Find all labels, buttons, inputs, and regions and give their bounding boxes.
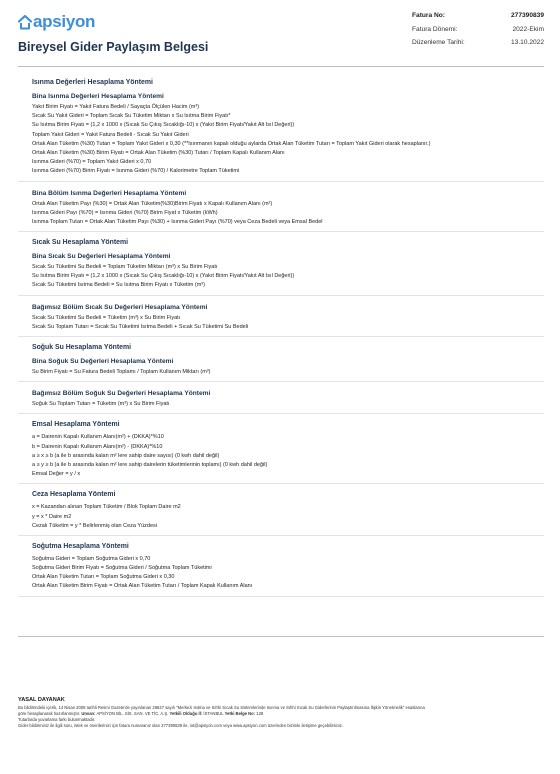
method-subsection [32,553,544,592]
office-label: Yetkili Olduğu İl: [169,711,203,716]
method-section [18,232,544,296]
method-subsection [32,186,544,228]
formula-line: Sıcak Su Tüketimi Isıtma Bedeli = Su Isıtma Birim Fiyatı x Tüketim (m³) [32,282,205,289]
rounding-note: Tutarlarda yuvarlama farkı bulunmaktadır. [18,717,96,722]
unvan-label: Unvan: [81,711,96,716]
method-subsection [32,249,544,291]
legal-title: YASAL DAYANAK [18,697,65,703]
formula-line: Ortak Alan Tüketim (%30) Birim Fiyatı = Ortak Alan Tüketim (%30) Tutarı / Toplam Kapalı Kullanım Alanı [32,149,285,156]
meta-invoice-period [412,26,544,40]
formula-line: Su Birim Fiyatı = Su Fatura Bedeli Toplamı / Toplam Kullanım Miktarı (m³) [32,369,211,375]
method-section [18,382,544,414]
subsection-title: Bina Sıcak Su Değerleri Hesaplama Yöntemi [32,253,171,261]
method-subsection [32,386,544,409]
subsection-title: Bina Soğuk Su Değerleri Hesaplama Yöntemi [32,358,174,365]
method-section [18,182,544,233]
formula-line: Soğutma Gideri Birim Fiyatı = Soğutma Gideri / Soğutma Toplam Tüketimi [32,565,212,572]
formula-line: Ortak Alan Tüketim Tutarı = Toplam Soğutma Gideri x 0,30 [32,574,175,581]
formula-line: Ortak Alan Tüketim Payı (%30) = Ortak Alan Tüketim(%30)Birim Fiyatı x Kapalı Kullanım Alanı (m²) [32,200,273,207]
formula-line: Toplam Yakıt Gideri = Yakıt Fatura Bedeli - Sıcak Su Yakıt Gideri [32,131,189,138]
formula-line: Emsal Değer = y / x [32,471,81,478]
formula-line: a = Dairenin Kapalı Kullanım Alanı(m²) + (DKKA)*%10 [32,434,164,441]
method-section [18,484,544,536]
formula-line: Cezalı Tüketim = y * Belirlenmiş olan Ceza Yüzdesi [32,522,157,529]
section-title: Emsal Hesaplama Yöntemi [32,421,120,429]
formula-line: Isınma Gideri (%70) Birim Fiyatı = Isınma Gideri (%70) / Kalorimetre Toplam Tüketimi [32,168,240,175]
meta-label: Fatura Dönemi: [412,25,458,33]
unvan-value: APSİYON BİL. SİS. SAN. VE TİC. A.Ş. [95,711,170,716]
legal-text: Bu bildirimdeki içerik, 14 Nisan 2008 tarihli Resmi Gazete'de yayınlanan 26847 sayılı "Merkezi Isıtma ve Sıhhi Sıcak Su Sistemlerinde Isınma ve Sıhhi Sıcak Su Giderlerinin Paylaştırılmasına İlişkin Yönetmelik" esaslarına [18,705,425,710]
formula-line: Isınma Gideri (%70) = Toplam Yakıt Gideri x 0,70 [32,159,152,166]
formula-line: y = x * Daire m2 [32,513,72,520]
office-value: İSTANBUL [202,711,225,716]
logo-text: apsiyon [33,12,96,31]
section-title: Isınma Değerleri Hesaplama Yöntemi [32,79,153,86]
cert-value: 128 [255,711,264,716]
method-subsection [32,354,544,377]
subsection-title: Bina Isınma Değerleri Hesaplama Yöntemi [32,93,164,100]
formula-line: Sıcak Su Yakıt Gideri = Toplam Sıcak Su Tüketim Miktarı x Su Isıtma Birim Fiyatı* [32,113,231,120]
meta-invoice-number [412,12,544,26]
house-logo-icon [18,14,32,30]
formula-line: Yakıt Birim Fiyatı = Yakıt Fatura Bedeli / Sayaçta Ölçülen Hacim (m³) [32,104,200,110]
section-title: Soğutma Hesaplama Yöntemi [32,542,129,550]
method-subsection [32,300,544,332]
legal-footer [18,697,544,729]
invoice-meta [412,12,544,53]
formula-line: a ≥ x ≥ b (a ile b arasında kalan m² lere sahip daire sayısı) (0 kwh dahil değil) [32,452,220,459]
formula-line: Isınma Gideri Payı (%70) = Isınma Gideri (%70) Birim Fiyat x Tüketim (kWh) [32,209,218,216]
cert-label: Yetki Belge No: [224,711,256,716]
meta-value: 13.10.2022 [510,39,544,46]
formula-line: Soğutma Gideri = Toplam Soğutma Gideri x 0,70 [32,555,151,562]
meta-label: Düzenleme Tarihi: [412,39,465,46]
header-divider [18,66,544,67]
formula-line: x = Kazandan alınan Toplam Tüketim / Blok Toplam Daire m2 [32,504,181,511]
legal-prefix: göre hesaplanarak hazırlanmıştır. [18,711,82,716]
subsection-title: Bağımsız Bölüm Soğuk Su Değerleri Hesaplama Yöntemi [32,390,211,398]
method-subsection [32,89,544,177]
section-title: Soğuk Su Hesaplama Yöntemi [32,344,132,351]
method-section [18,296,544,337]
formula-line: Ortak Alan Tüketim Birim Fiyatı = Ortak Alan Tüketim Tutarı / Toplam Kapalı Kullanım Alanı [32,583,253,590]
formula-line: Ortak Alan Tüketim (%30) Tutarı = Toplam Yakıt Gideri x 0,30 (**Isınmanın kapalı olduğu aylarda Ortak Alan Tüketim Tutarı = Toplam Yakıt Gideri olarak hesaplanır.) [32,140,431,147]
section-title: Sıcak Su Hesaplama Yöntemi [32,239,129,247]
method-subsection [32,431,544,479]
section-title: Ceza Hesaplama Yöntemi [32,491,116,499]
formula-line: a ≥ y ≥ b (a ile b arasında kalan m² lere sahip dairelerin tüketimlerinin toplamı) (0 kwh dahil değil) [32,461,268,468]
method-section [18,72,544,182]
formula-line: Su Isıtma Birim Fiyatı = (1,2 x 1000 x (Sıcak Su Çıkış Sıcaklığı-10) x (Yakıt Birim Fiyatı/Yakıt Alt Isıl Değeri)) [32,273,295,280]
meta-label: Fatura No: [412,12,445,19]
document-title: Bireysel Gider Paylaşım Belgesi [18,40,209,54]
method-section [18,536,544,597]
document-header [18,10,544,60]
formula-line: Isınma Toplam Tutarı = Ortak Alan Tüketim Payı (%30) + Isınma Gideri Payı (%70) veya Ceza Bedeli veya Emsal Bedel [32,218,323,225]
formula-line: b = Dairenin Kapalı Kullanım Alanı(m²) - (DKKA)*%10 [32,443,163,450]
formula-line: Soğuk Su Toplam Tutarı = Tüketim (m³) x Su Birim Fiyatı [32,401,170,408]
footer-divider [18,636,544,637]
subsection-title: Bağımsız Bölüm Sıcak Su Değerleri Hesaplama Yöntemi [32,303,208,311]
contact-note: Gider bildiriminiz ile ilgili soru, istek ve önerilerinizi için fatura numaranız olan 277390839 ile, iot@apsiyon.com veya www.apsiyon.com üzerinden bizimle iletişime geçebilirsiniz. [18,723,343,728]
subsection-title: Bina Bölüm Isınma Değerleri Hesaplama Yöntemi [32,189,187,197]
brand-logo [18,12,95,32]
formula-line: Sıcak Su Toplam Tutarı = Sıcak Su Tüketimi Isıtma Bedeli + Sıcak Su Tüketimi Su Bedeli [32,323,249,330]
method-subsection [32,501,544,531]
method-section [18,414,544,484]
meta-value: 277390839 [510,12,544,19]
meta-value: 2022-Ekim [512,25,544,33]
formula-line: Su Isıtma Birim Fiyatı = (1,2 x 1000 x (Sıcak Su Çıkış Sıcaklığı-10) x (Yakıt Birim Fiyatı/Yakıt Alt Isıl Değeri)) [32,122,295,129]
calculation-methods [18,72,544,597]
meta-issue-date [412,39,544,53]
formula-line: Sıcak Su Tüketimi Su Bedeli = Toplam Tüketim Miktarı (m³) x Su Birim Fiyatı [32,264,218,271]
formula-line: Sıcak Su Tüketimi Su Bedeli = Tüketim (m³) x Su Birim Fiyatı [32,314,181,321]
method-section [18,337,544,382]
